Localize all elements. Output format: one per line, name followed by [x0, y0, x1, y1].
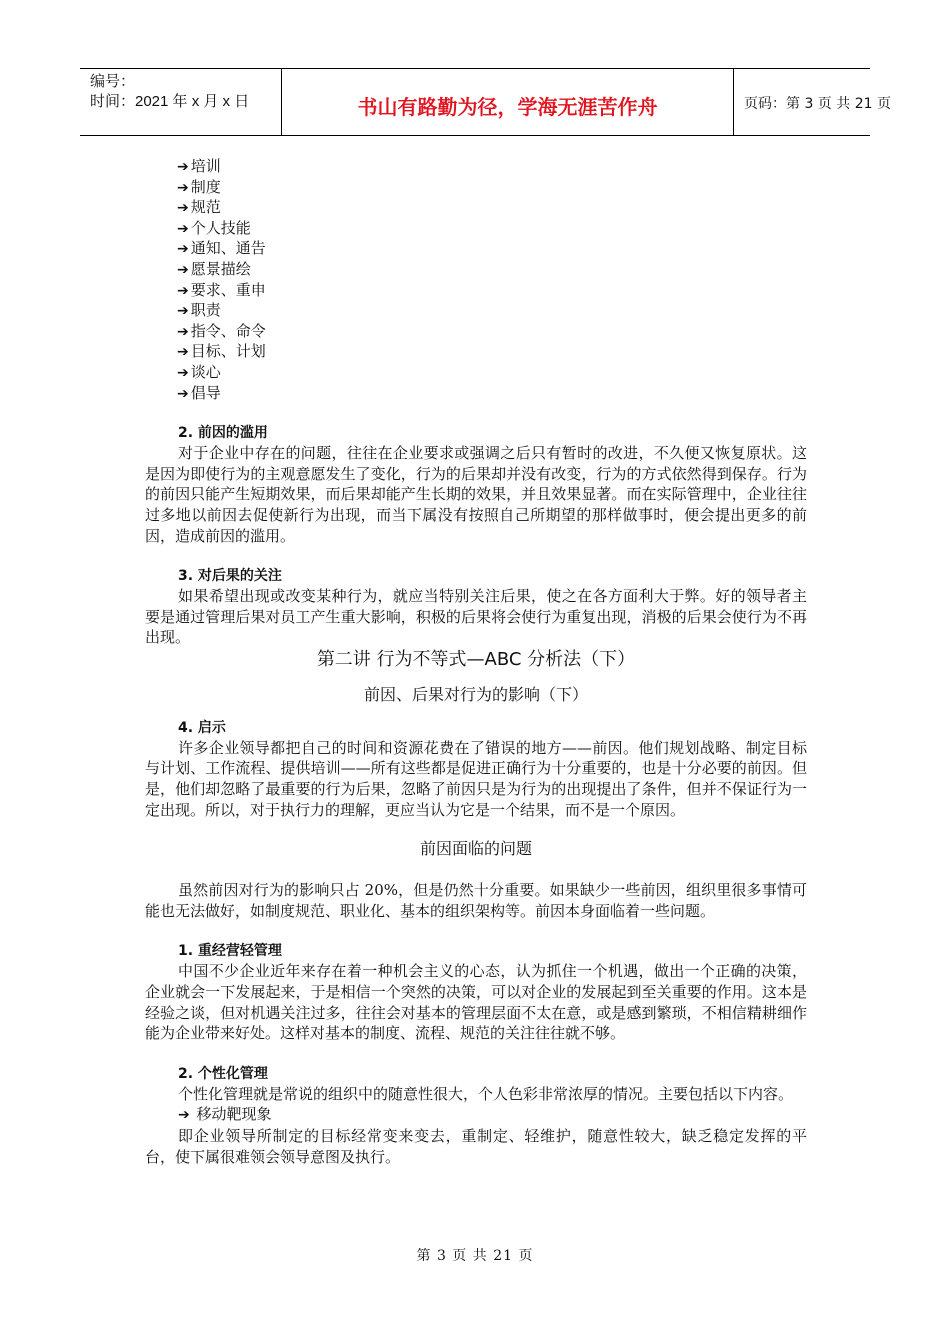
section-heading: 2. 前因的滥用 — [178, 425, 268, 442]
arrow-icon: ➔ — [177, 179, 189, 196]
list-item: ➔ 愿景描绘 — [177, 259, 251, 278]
arrow-icon: ➔ — [177, 159, 189, 175]
section-heading: 1. 重经营轻管理 — [178, 943, 282, 960]
problems-intro: 虽然前因对行为的影响只占 20%，但是仍然十分重要。如果缺少一些前因，组织里很多事情可能也无法做好，如制度规范、职业化、基本的组织架构等。前因本身面临着一些问题。 — [145, 881, 807, 920]
document-date: 时间：2021 年 x 月 x 日 — [90, 93, 250, 110]
problems-heading: 前因面临的问题 — [419, 839, 532, 859]
list-item: ➔ 通知、通告 — [177, 239, 266, 258]
list-item: ➔ 制度 — [177, 177, 221, 196]
arrow-icon: ➔ — [177, 261, 189, 278]
section-paragraph: 个性化管理就是常说的组织中的随意性很大，个人色彩非常浓厚的情况。主要包括以下内容。 — [178, 1084, 794, 1103]
list-item: ➔ 移动靶现象 — [178, 1105, 272, 1124]
header-motto: 书山有路勤为径，学海无涯苦作舟 — [282, 69, 734, 135]
section-heading: 4. 启示 — [178, 719, 226, 736]
document-body — [145, 156, 807, 1167]
page-header — [80, 68, 891, 136]
section-paragraph: 如果希望出现或改变某种行为，就应当特别关注后果，使之在各方面利大于弊。好的领导者主要是通过管理后果对员工产生重大影响，积极的后果将会使行为重复出现，消极的后果会使行为不再出现。 — [145, 587, 807, 647]
section-paragraph: 即企业领导所制定的目标经常变来变去，重制定、轻维护，随意性较大，缺乏稳定发挥的平台，使下属很难领会领导意图及执行。 — [145, 1127, 807, 1166]
list-item: ➔ 规范 — [177, 198, 221, 217]
page-footer: 第 3 页 共 21 页 — [416, 1248, 534, 1264]
section-paragraph: 许多企业领导都把自己的时间和资源花费在了错误的地方——前因。他们规划战略、制定目标与计划、工作流程、提供培训——所有这些都是促进正确行为十分重要的，也是十分必要的前因。但是，他们却忽略了最重要的行为后果，忽略了前因只是为行为的出现提出了条件，但并不保证行为一定出现。所以，对于执行力的理解，更应当认为它是一个结果，而不是一个原因。 — [145, 738, 807, 819]
document-number: 编号： — [90, 73, 136, 90]
arrow-icon: ➔ — [177, 282, 189, 299]
list-item: ➔ 个人技能 — [177, 218, 251, 237]
list-item: ➔ 目标、计划 — [177, 342, 266, 361]
section-heading: 3. 对后果的关注 — [178, 568, 282, 585]
lecture-title: 第二讲 行为不等式—ABC 分析法（下） — [316, 648, 636, 670]
header-meta — [80, 69, 282, 135]
section-heading: 2. 个性化管理 — [178, 1065, 268, 1082]
header-page-number: 页码：第 3 页 共 21 页 — [744, 96, 891, 112]
list-item: ➔ 倡导 — [177, 383, 221, 402]
arrow-icon: ➔ — [177, 364, 189, 381]
arrow-icon: ➔ — [177, 303, 189, 320]
arrow-icon: ➔ — [177, 323, 189, 340]
section-paragraph: 对于企业中存在的问题，往往在企业要求或强调之后只有暂时的改进，不久便又恢复原状。这是因为即使行为的主观意愿发生了变化，行为的后果却并没有改变，行为的方式依然得到保存。行为的前因只能产生短期效果，而后果却能产生长期的效果，并且效果显著。而在实际管理中，企业往往过多地以前因去促使新行为出现，而当下属没有按照自己所期望的那样做事时，便会提出更多的前因，造成前因的滥用。 — [145, 444, 807, 545]
list-item: ➔ 职责 — [177, 301, 221, 320]
list-item: ➔ 指令、命令 — [177, 321, 266, 340]
list-item: ➔ 谈心 — [177, 362, 221, 381]
arrow-icon: ➔ — [177, 344, 189, 361]
arrow-icon: ➔ — [177, 220, 189, 237]
arrow-icon: ➔ — [177, 200, 189, 217]
arrow-icon: ➔ — [178, 1107, 190, 1124]
list-item: ➔ 要求、重申 — [177, 280, 266, 299]
antecedent-list — [177, 156, 807, 403]
arrow-icon: ➔ — [177, 385, 189, 402]
lecture-subtitle: 前因、后果对行为的影响（下） — [363, 684, 588, 704]
arrow-icon: ➔ — [177, 241, 189, 258]
section-paragraph: 中国不少企业近年来存在着一种机会主义的心态，认为抓住一个机遇，做出一个正确的决策，企业就会一下发展起来，于是相信一个突然的决策，可以对企业的发展起到至关重要的作用。这本是经验之谈，但对机遇关注过多，往往会对基本的管理层面不太在意，或是感到繁琐，不相信精耕细作能为企业带来好处。这样对基本的制度、流程、规范的关注往往就不够。 — [145, 962, 807, 1043]
list-item: ➔ 培训 — [177, 157, 221, 175]
